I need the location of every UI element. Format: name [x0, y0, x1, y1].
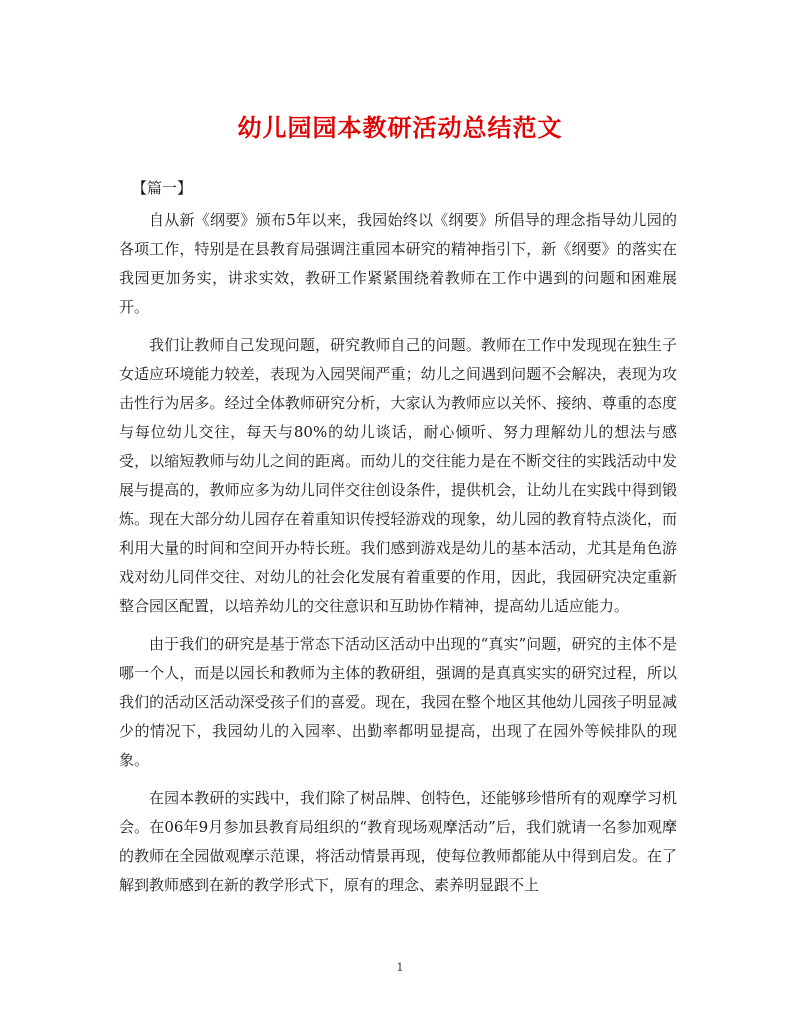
section-heading: 【篇一】 [132, 179, 193, 197]
paragraph-2: 我们让教师自己发现问题，研究教师自己的问题。教师在工作中发现现在独生子女适应环境能力较差，表现为入园哭闹严重；幼儿之间遇到问题不会解决，表现为攻击性行为居多。经过全体教师研究分析，大家认为教师应以关怀、接纳、尊重的态度与每位幼儿交往，每天与80%的幼儿谈话，耐心倾听、努力理解幼儿的想法与感受，以缩短教师与幼儿之间的距离。而幼儿的交往能力是在不断交往的实践活动中发展与提高的，教师应多为幼儿同伴交往创设条件，提供机会，让幼儿在实践中得到锻炼。现在大部分幼儿园存在着重知识传授轻游戏的现象，幼儿园的教育特点淡化，而利用大量的时间和空间开办特长班。我们感到游戏是幼儿的基本活动，尤其是角色游戏对幼儿同伴交往、对幼儿的社会化发展有着重要的作用，因此，我园研究决定重新整合园区配置，以培养幼儿的交往意识和互助协作精神，提高幼儿适应能力。 [119, 336, 677, 615]
paragraph-3: 由于我们的研究是基于常态下活动区活动中出现的“真实”问题，研究的主体不是哪一个人，而是以园长和教师为主体的教研组，强调的是真真实实的研究过程，所以我们的活动区活动深受孩子们的喜爱。现在，我园在整个地区其他幼儿园孩子明显减少的情况下，我园幼儿的入园率、出勤率都明显提高，出现了在园外等候排队的现象。 [119, 635, 677, 769]
document-title: 幼儿园园本教研活动总结范文 [237, 113, 563, 142]
paragraph-4: 在园本教研的实践中，我们除了树品牌、创特色，还能够珍惜所有的观摩学习机会。在06年9月参加县教育局组织的“教育现场观摩活动”后，我们就请一名参加观摩的教师在全园做观摩示范课，将活动情景再现，使每位教师都能从中得到启发。在了解到教师感到在新的教学形式下，原有的理念、素养明显跟不上 [119, 789, 677, 894]
page-number: 1 [396, 961, 404, 974]
paragraph-1: 自从新《纲要》颁布5年以来，我园始终以《纲要》所倡导的理念指导幼儿园的各项工作，特别是在县教育局强调注重园本研究的精神指引下，新《纲要》的落实在我园更加务实，讲求实效，教研工作紧紧围绕着教师在工作中遇到的问题和困难展开。 [119, 211, 677, 316]
document-body [119, 206, 677, 909]
